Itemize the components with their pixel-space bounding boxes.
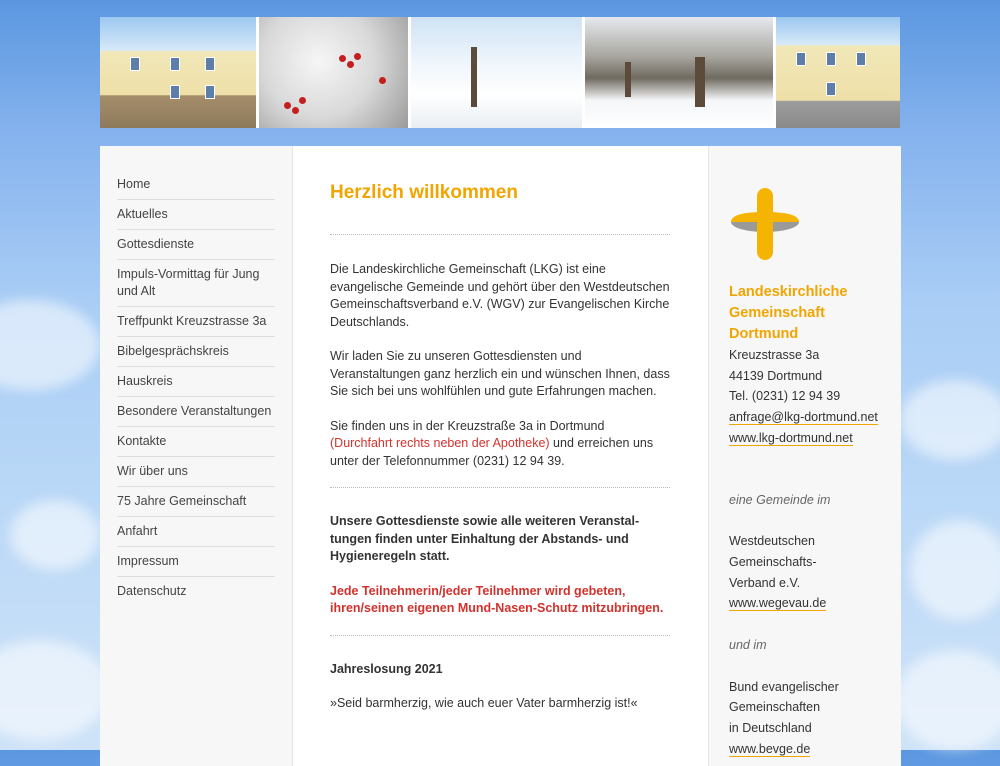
location-paragraph [330,418,670,471]
building-window [826,82,836,96]
snowy-trees-photo [585,17,773,128]
location-hint: (Durchfahrt rechts neben der Apotheke) [330,436,550,450]
nav-item-home[interactable]: Home [117,170,275,200]
phone: Tel. (0231) 12 94 39 [729,389,841,404]
building-window [170,57,180,71]
website-link[interactable]: www.lkg-dortmund.net [729,430,853,445]
nav-item-besondere-veranstaltungen[interactable]: Besondere Veranstaltungen [117,397,275,427]
header-banner [100,17,900,128]
berry [292,107,299,114]
background-cloud [0,640,110,740]
wgv-line: Westdeutschen [729,534,815,549]
fence-post [471,47,477,107]
winter-berries-photo [259,17,407,128]
org-name-line: Landeskirchliche [729,284,848,300]
bund-line: Bund evangelischer [729,679,839,694]
building-window [856,52,866,66]
divider [330,635,670,636]
member-of-label: eine Gemeinde im [729,492,831,507]
nav-item-hauskreis[interactable]: Hauskreis [117,367,275,397]
berry [299,97,306,104]
invite-paragraph: Wir laden Sie zu unseren Gottesdiensten und Veranstaltungen ganz herzlich ein und wünschen Ihnen, dass Sie sich bei uns wohlfühlen und gute Erfahrungen machen. [330,349,670,398]
church-building-photo-2 [776,17,900,128]
und-im-label: und im [729,638,767,653]
intro-paragraph: Die Landeskirchliche Gemeinschaft (LKG) ist eine evangelische Gemeinde und gehört über den Westdeutschen Gemeinschaftsverband e.V. (WGV) zur Evangelischen Kirche Deutschlands. [330,262,670,329]
sidebar-nav [100,146,293,766]
nav-item-75-jahre[interactable]: 75 Jahre Gemeinschaft [117,487,275,517]
wgv-name [729,531,897,593]
nav-list [117,170,275,606]
org-name-line: Gemeinschaft [729,305,825,321]
org-name [729,282,897,345]
background-cloud [900,380,1000,460]
email-link[interactable]: anfrage@lkg-dortmund.net [729,410,878,425]
bund-line: in Deutschland [729,721,812,736]
bund-link[interactable]: www.bevge.de [729,741,811,756]
jahreslosung-title: Jahreslosung 2021 [330,661,443,676]
location-text-end: und erreichen uns unter der Telefonnummer (0231) 12 94 39. [330,436,654,468]
berry [347,61,354,68]
nav-item-treffpunkt[interactable]: Treffpunkt Kreuzstrasse 3a [117,307,275,337]
contact-sidebar [708,146,901,766]
hygiene-notice: Unsere Gottesdienste sowie alle weiteren Veranstal-tungen finden unter Einhaltung der Abstands- und Hygieneregeln statt. [330,514,640,563]
berry [354,53,361,60]
main-container [100,146,900,766]
building-window [205,57,215,71]
building-window [130,57,140,71]
berry [339,55,346,62]
tree-trunk [625,62,631,97]
tree-trunk [695,57,705,107]
divider [330,487,670,488]
contact-info [729,146,897,760]
nav-item-bibelgespraechskreis[interactable]: Bibelgesprächskreis [117,337,275,367]
wgv-link[interactable]: www.wegevau.de [729,596,827,611]
nav-item-impressum[interactable]: Impressum [117,547,275,577]
building-window [205,85,215,99]
cross-logo-icon [729,186,805,262]
main-content [330,146,670,713]
city: 44139 Dortmund [729,368,823,383]
wgv-line: Verband e.V. [729,575,801,590]
nav-item-kontakte[interactable]: Kontakte [117,427,275,457]
nav-item-wir-ueber-uns[interactable]: Wir über uns [117,457,275,487]
background-cloud [0,300,100,390]
street: Kreuzstrasse 3a [729,348,820,362]
mask-notice: Jede Teilnehmerin/jeder Teilnehmer wird gebeten, ihren/seinen eigenen Mund-Nasen-Schutz mitzubringen. [330,583,664,615]
location-text: Sie finden uns in der Kreuzstraße 3a in Dortmund [330,418,605,433]
building-window [170,85,180,99]
bund-name [729,677,897,739]
background-cloud [10,500,100,570]
berry [284,102,291,109]
nav-item-gottesdienste[interactable]: Gottesdienste [117,230,275,260]
church-building-photo [100,17,256,128]
bund-line: Gemeinschaften [729,700,821,715]
building-window [826,52,836,66]
nav-item-datenschutz[interactable]: Datenschutz [117,584,187,598]
wgv-line: Gemeinschafts- [729,554,817,569]
page-title: Herzlich willkommen [330,182,518,203]
building-window [796,52,806,66]
background-cloud [895,650,1000,750]
divider [330,234,670,235]
snowy-fence-photo [411,17,582,128]
nav-item-impuls-vormittag[interactable]: Impuls-Vormittag für Jung und Alt [117,260,275,307]
org-name-line: Dortmund [729,326,799,342]
nav-item-anfahrt[interactable]: Anfahrt [117,517,275,547]
jahreslosung-text: »Seid barmherzig, wie auch euer Vater barmherzig ist!« [330,696,638,710]
nav-item-aktuelles[interactable]: Aktuelles [117,200,275,230]
background-cloud [910,520,1000,620]
berry [379,77,386,84]
